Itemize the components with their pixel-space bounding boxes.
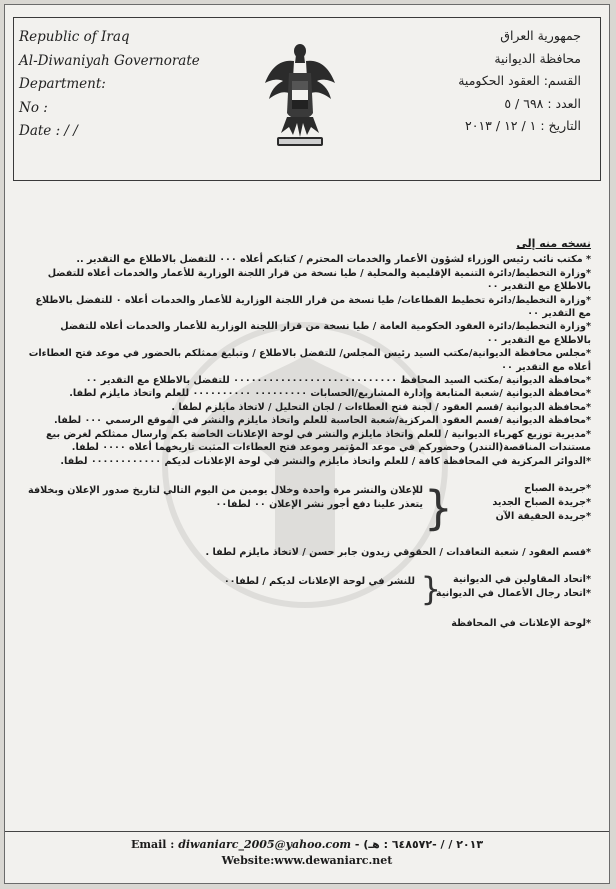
document-page [4,4,610,884]
unions-group [23,570,591,609]
unions-note: للنشر في لوحة الإعلانات لديكم / لطفا٠٠ [223,576,415,588]
number-field-ar: العدد : ٦٩٨ / ٥ [504,95,581,111]
footer-divider [5,831,609,832]
board-line: *لوحة الإعلانات في المحافظة [451,618,591,630]
date-field-ar: التاريخ : ١ / ١٢ / ٢٠١٣ [465,118,581,133]
newspapers-group [23,482,591,536]
department-field-ar: القسم: العقود الحكومية [458,73,581,88]
union-item: *اتحاد رجال الأعمال في الديوانية [435,588,591,600]
governorate-name-en: Al-Diwaniyah Governorate [19,52,200,69]
union-item: *اتحاد المقاولين في الديوانية [453,574,591,586]
country-name-en: Republic of Iraq [19,29,130,45]
newspapers-note [28,484,423,512]
recipient-line: *محافظة الديوانية /قسم العقود / لجنة فتح العطاءات / لجان التحليل / لاتخاذ مايلزم لطفا . [171,401,591,413]
recipient-line: *الدوائر المركزية في المحافظة كافة / للعلم واتخاذ مايلزم والنشر في لوحة الإعلانات لديكم ٠٠٠٠٠٠٠٠٠٠٠٠ لطفا. [60,455,591,467]
brace-icon: { [423,480,453,535]
department-field-en: Department: [19,76,106,92]
english-letterhead [19,27,200,145]
phone-number: - (٢٠١٣ / / -٦٤٨٥٧٢ : هـ [354,838,484,851]
recipient-line: *وزارة التخطيط/دائرة العقود الحكومية العامة / طيا نسخة من قرار اللجنة الوزارية للأعمار والخدمات أعلاه للتفضل بالاطلاع مع التقدير ٠٠ [60,321,591,346]
email-address: diwaniarc_2005@yahoo.com [178,838,352,851]
website: Website:www.dewaniarc.net [221,854,393,867]
newspaper-item: *جريدة الصباح الجديد [492,496,591,508]
recipient-line: *وزارة التخطيط/دائرة التنمية الإقليمية والمحلية / طيا نسخة من قرار اللجنة الوزارية للأعمار والخدمات أعلاه للتفضل بالاطلاع مع التقدير ٠٠ [47,267,591,293]
letter-body [23,237,591,631]
iraq-eagle-emblem-icon [263,39,337,155]
recipient-line: *محافظة الديوانية /مكتب السيد المحافظ ٠٠٠٠٠٠٠٠٠٠٠٠٠٠٠٠٠٠٠٠٠٠٠٠٠٠٠٠ للتفضل بالاطلاع مع التقدير ٠٠ [85,375,591,387]
governorate-name-ar: محافظة الديوانية [494,50,581,66]
recipient-line: * مكتب نائب رئيس الوزراء لشؤون الأعمار والخدمات المحترم / كتابكم أعلاه ٠٠٠ للتفضل بالاطلاع مع التقدير .. [76,254,591,266]
union-list [436,573,591,601]
arabic-letterhead [458,25,581,138]
recipient-line: *مديرية توزيع كهرباء الديوانية / للعلم واتخاذ مايلزم والنشر في لوحة الإعلانات الخاصة بكم وارسال ممثلكم لغرض بيع مستندات المناقصة(التندر) وحضوركم في موعد المؤتمر وموعد فتح العطاءات المثبت تاريخهما أعلاه ٠٠٠٠ لطفا. [45,428,591,454]
newspaper-item: *جريدة الحقيقة الآن [495,510,591,522]
recipient-line: *محافظة الديوانية /شعبة المتابعة وإدارة المشاريع/الحسابات ٠٠٠٠٠٠٠٠٠ ٠٠٠٠٠٠٠٠٠٠ للعلم واتخاذ مايلزم لطفا. [69,388,591,400]
newspaper-item: *جريدة الصباح [524,482,591,494]
number-field-en: No : [19,99,48,116]
email-label: Email : [130,838,175,851]
recipient-line: *محافظة الديوانية /قسم العقود المركزية/شعبة الحاسبة للعلم واتخاذ مايلزم والنشر في الموقع الرسمي ٠٠٠ لطفا. [53,415,591,427]
newspaper-list [492,482,591,524]
newspapers-note-line: للإعلان والنشر مرة واحدة وخلال يومين من اليوم التالي لتاريخ صدور الإعلان وبخلافة [28,484,423,496]
recipient-line: *وزارة التخطيط/دائرة تخطيط القطاعات/ طيا نسخة من قرار اللجنة الوزارية للأعمار والخدمات أعلاه ٠ للتفضل بالاطلاع مع التقدير ٠٠ [35,294,591,320]
recipient-line: *مجلس محافظة الديوانية/مكتب السيد رئيس المجلس/ للتفضل بالاطلاع / وتبليغ ممثلكم بالحضور في موعد فتح العطاءات أعلاه مع التقدير ٠٠ [28,348,591,373]
copy-to-heading: نسخه منه إلى [516,237,591,250]
date-field-en: Date : / / [19,123,78,139]
contracts-line: *قسم العقود / شعبة التعاقدات / الحقوقي زيدون جابر حسن / لاتخاذ مايلزم لطفا . [205,546,591,558]
country-name-ar: جمهورية العراق [500,28,581,43]
newspapers-note-line: يتعذر علينا دفع أجور نشر الإعلان ٠٠ لطفا٠٠ [215,498,423,510]
brace-icon: { [420,570,441,609]
footer [5,837,609,869]
